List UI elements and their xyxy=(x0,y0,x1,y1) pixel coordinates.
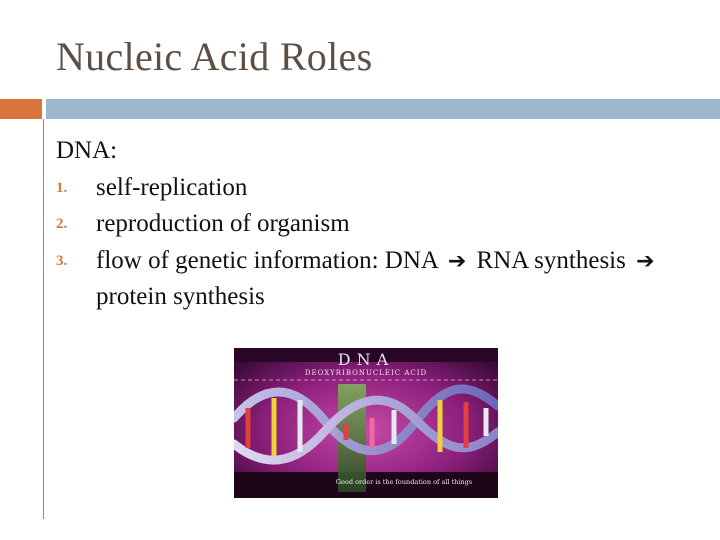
title-rule-accent xyxy=(0,99,42,119)
dna-poster-image xyxy=(234,348,498,498)
poster-title: DNA xyxy=(337,350,395,369)
list-item-text: self-replication xyxy=(96,173,248,201)
slide-title: Nucleic Acid Roles xyxy=(56,34,373,79)
list-number: 3. xyxy=(56,252,68,269)
title-rule-bar xyxy=(46,99,720,119)
arrow-right-icon: ➔ xyxy=(447,248,467,274)
list-item-text: flow of genetic information: DNA xyxy=(96,246,438,274)
poster-caption: Good order is the foundation of all things xyxy=(335,478,473,486)
slide-body xyxy=(56,132,706,316)
roles-list xyxy=(56,170,706,316)
list-number: 1. xyxy=(56,179,68,196)
list-item xyxy=(56,206,706,243)
list-item-text: reproduction of organism xyxy=(96,210,350,237)
list-item-text: RNA synthesis xyxy=(476,246,626,274)
arrow-right-icon: ➔ xyxy=(636,248,655,274)
poster-subtitle: DEOXYRIBONUCLEIC ACID xyxy=(304,369,428,377)
list-item-text: protein synthesis xyxy=(96,283,265,310)
list-item xyxy=(56,170,706,207)
dna-heading: DNA: xyxy=(56,137,118,164)
list-item xyxy=(56,243,706,316)
rule-vertical-line xyxy=(43,119,44,519)
list-number: 2. xyxy=(56,216,68,232)
